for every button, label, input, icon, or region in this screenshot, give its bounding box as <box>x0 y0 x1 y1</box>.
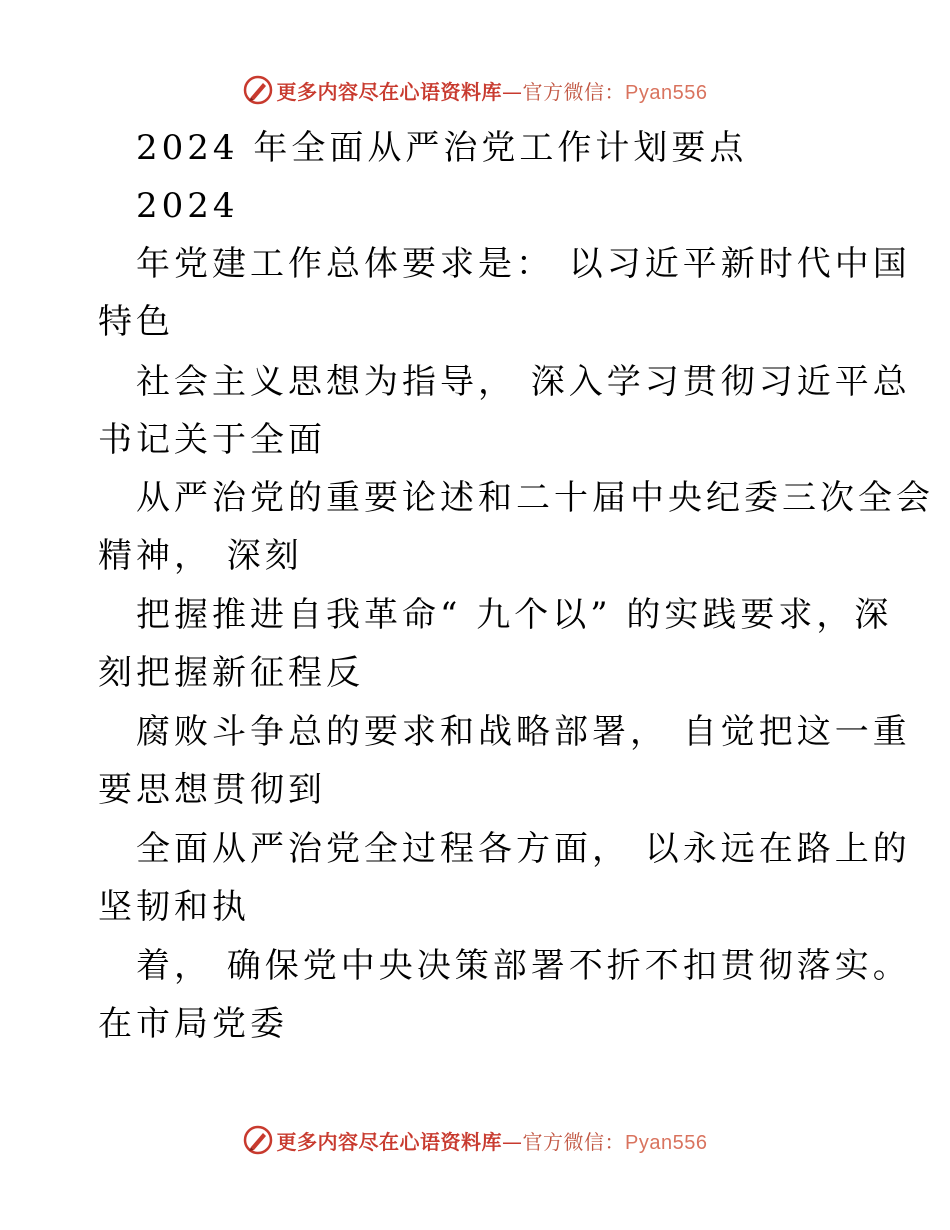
header-watermark <box>0 70 950 110</box>
text-line: 精神， 深刻 <box>98 536 303 576</box>
text-line: 书记关于全面 <box>98 420 326 460</box>
text-line: 腐败斗争总的要求和战略部署， 自觉把这一重 <box>136 712 911 752</box>
text-line: 把握推进自我革命“ 九个以” 的实践要求，深 <box>136 595 893 635</box>
text-line: 着， 确保党中央决策部署不折不扣贯彻落实。 <box>136 946 911 986</box>
watermark-contact-label: 官方微信： <box>522 79 626 104</box>
footer-watermark <box>0 1120 950 1160</box>
text-line: 坚韧和执 <box>98 887 250 927</box>
watermark-brand: 更多内容尽在心语资料库 <box>276 1129 503 1154</box>
text-line: 全面从严治党全过程各方面， 以永远在路上的 <box>136 829 911 869</box>
watermark-contact-id: Pyan556 <box>625 81 708 104</box>
watermark-separator: — <box>502 79 523 104</box>
pen-logo-icon <box>243 1125 273 1155</box>
text-line: 社会主义思想为指导， 深入学习贯彻习近平总 <box>136 362 911 402</box>
text-line: 年党建工作总体要求是： 以习近平新时代中国 <box>136 244 911 284</box>
document-title: 2024 年全面从严治党工作计划要点 <box>136 128 748 168</box>
watermark-separator: — <box>502 1129 523 1154</box>
text-line: 从严治党的重要论述和二十届中央纪委三次全会 <box>136 478 934 518</box>
watermark-brand: 更多内容尽在心语资料库 <box>276 79 503 104</box>
text-line: 2024 <box>136 186 239 226</box>
pen-logo-icon <box>243 75 273 105</box>
text-line: 特色 <box>98 302 174 342</box>
watermark-contact-id: Pyan556 <box>625 1131 708 1154</box>
text-line: 要思想贯彻到 <box>98 770 326 810</box>
text-line: 在市局党委 <box>98 1004 288 1044</box>
text-line: 刻把握新征程反 <box>98 653 364 693</box>
watermark-contact-label: 官方微信： <box>522 1129 626 1154</box>
